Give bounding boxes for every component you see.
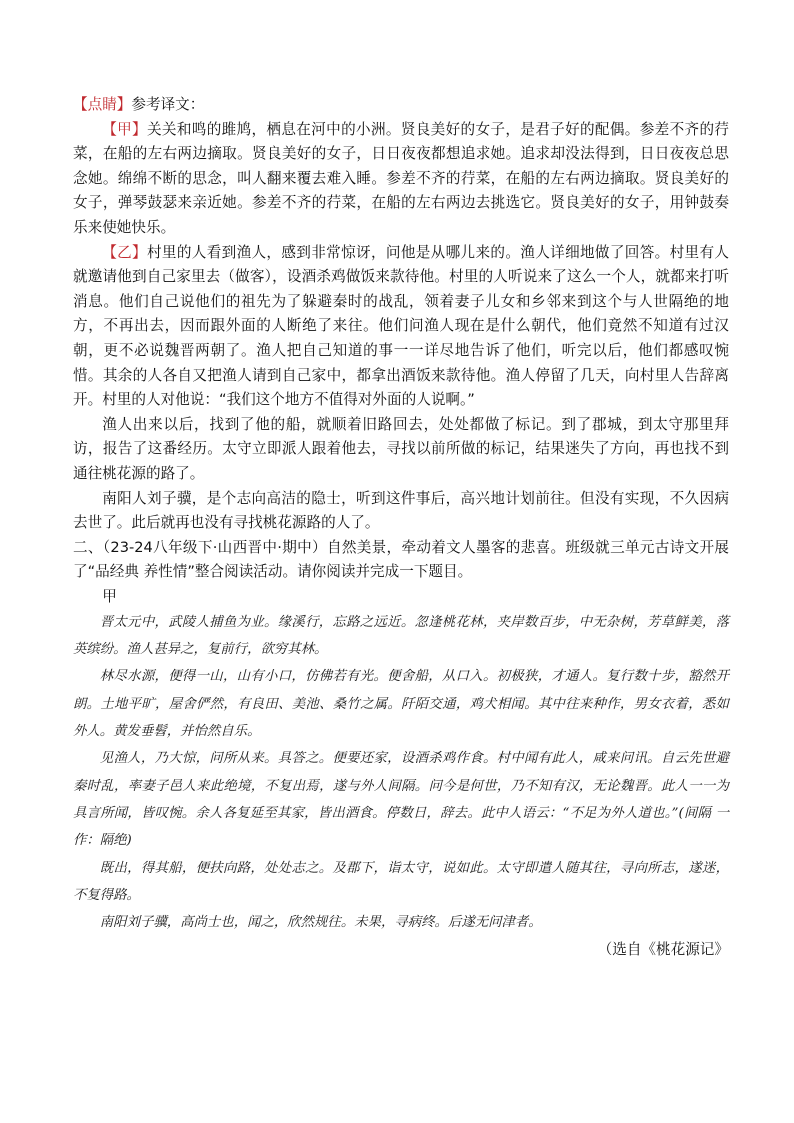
passage-paragraph: 林尽水源，便得一山，山有小口，仿佛若有光。便舍船，从口入。初极狭，才通人。复行数十步，豁然开朗。土地平旷，屋舍俨然，有良田、美池、桑竹之属。阡陌交通，鸡犬相闻。其中往来种作，男女衣着，悉如外人。黄发垂髫，并怡然自乐。 (73, 669, 729, 740)
translation-jia-text: 关关和鸣的雎鸠，栖息在河中的小洲。贤良美好的女子，是君子好的配偶。参差不齐的荇菜，在船的左右两边摘取。贤良美好的女子，日日夜夜都想追求她。追求却没法得到，日日夜夜总思念她。绵绵不断的思念，叫人翻来覆去难入睡。参差不齐的荇菜，在船的左右两边摘取。贤良美好的女子，弹琴鼓瑟来亲近她。参差不齐的荇菜，在船的左右两边去挑选它。贤良美好的女子，用钟鼓奏乐来使她快乐。 (73, 120, 729, 236)
passage-paragraph: 南阳刘子骥，高尚士也，闻之，欣然规往。未果，寻病终。后遂无问津者。 (99, 915, 542, 931)
question-number: 二、 (73, 538, 103, 556)
question-two (73, 536, 729, 585)
translation-yi-p1-text: 村里的人看到渔人，感到非常惊讶，问他是从哪儿来的。渔人详细地做了回答。村里有人就邀请他到自己家里去（做客），设酒杀鸡做饭来款待他。村里的人听说来了这么一个人，就都来打听消息。他们自己说他们的祖先为了躲避秦时的战乱，领着妻子儿女和乡邻来到这个与人世隔绝的地方，不再出去，因而跟外面的人断绝了来往。他们问渔人现在是什么朝代，他们竟然不知道有过汉朝，更不必说魏晋两朝了。渔人把自己知道的事一一详尽地告诉了他们，听完以后，他们都感叹惋惜。其余的人各自又把渔人请到自己家中，都拿出酒饭来款待他。渔人停留了几天，向村里人告辞离开。村里的人对他说：“我们这个地方不值得对外面的人说啊。” (73, 243, 729, 409)
passage-body (73, 609, 729, 937)
dianjing-tag: 【点睛】 (73, 96, 132, 113)
translation-yi-p3: 南阳人刘子骥，是个志向高洁的隐士，听到这件事后，高兴地计划前往。但没有实现，不久因病去世了。此后就再也没有寻找桃花源路的人了。 (73, 489, 729, 532)
passage-paragraph: 既出，得其船，便扶向路，处处志之。及郡下，诣太守，说如此。太守即遣人随其往，寻向所志，遂迷，不复得路。 (73, 860, 729, 903)
translation-yi-p1 (73, 241, 729, 413)
passage-label: 甲 (102, 587, 117, 605)
question-source-tag: （23-24八年级下·山西晋中·期中） (102, 538, 327, 556)
passage-source: （选自《桃花源记》 (597, 941, 729, 959)
translation-jia (73, 118, 729, 241)
header-label: 参考译文： (131, 96, 205, 113)
passage-paragraph: 见渔人，乃大惊，问所从来。具答之。便要还家，设酒杀鸡作食。村中闻有此人，咸来问讯。自云先世避秦时乱，率妻子邑人来此绝境，不复出焉，遂与外人间隔。问今是何世，乃不知有汉，无论魏晋。此人一一为具言所闻，皆叹惋。余人各复延至其家，皆出酒食。停数日，辞去。此中人语云：“不足为外人道也。”(间隔 一作：隔绝) (73, 751, 729, 849)
yi-tag: 【乙】 (102, 243, 147, 261)
passage-paragraph: 晋太元中，武陵人捕鱼为业。缘溪行，忘路之远近。忽逢桃花林，夹岸数百步，中无杂树，芳草鲜美，落英缤纷。渔人甚异之，复前行，欲穷其林。 (73, 614, 729, 658)
question-text: 自然美景，牵动着文人墨客的悲喜。班级就三单元古诗文开展了“品经典 养性情”整合阅读活动。请你阅读并完成一下题目。 (73, 538, 729, 581)
translation-yi-p2: 渔人出来以后，找到了他的船，就顺着旧路回去，处处都做了标记。到了郡城，到太守那里拜访，报告了这番经历。太守立即派人跟着他去，寻找以前所做的标记，结果迷失了方向，再也找不到通往桃花源的路了。 (73, 415, 729, 482)
jia-tag: 【甲】 (102, 120, 147, 138)
document-content (73, 93, 729, 962)
answer-header (73, 93, 729, 118)
